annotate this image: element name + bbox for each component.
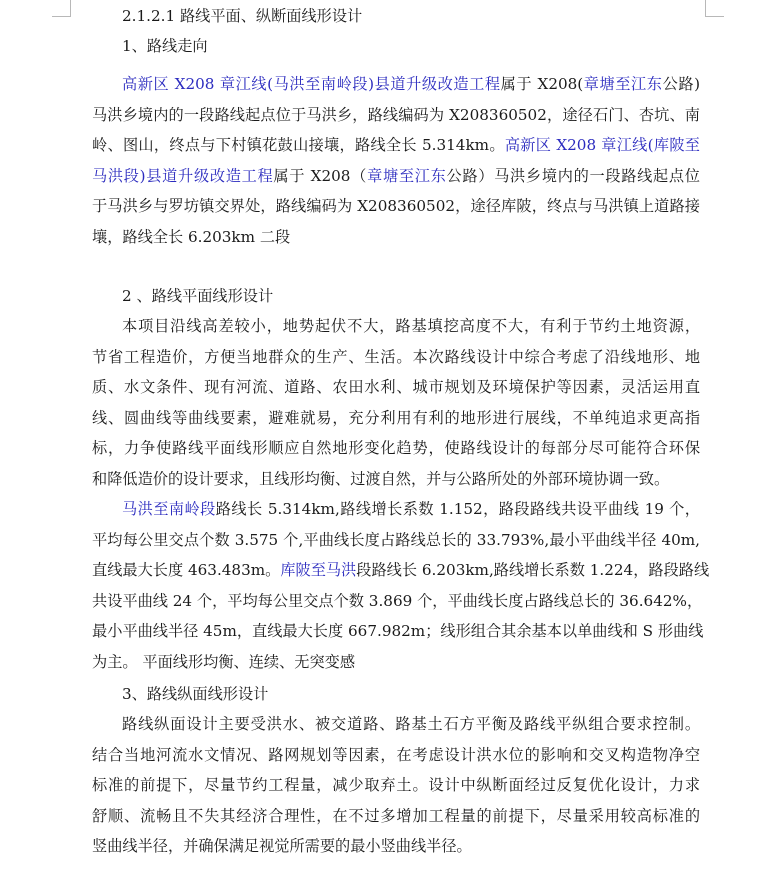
project-link-kubei-cont[interactable]: 马洪段)县道升级改造工程: [92, 166, 274, 185]
paragraph-line: 标准的前提下，尽量节约工程量，减少取弃土。设计中纵断面经过反复优化设计，力求: [92, 776, 700, 794]
project-link-kubei[interactable]: 高新区 X208 章江线(库陂至: [504, 136, 700, 154]
document-body: [92, 0, 710, 862]
segment-link-kubei-mahong[interactable]: 库陂至马洪: [280, 561, 357, 579]
paragraph-route-direction: [92, 69, 700, 252]
heading-route-direction: 1、路线走向: [122, 37, 208, 55]
paragraph-line: 节省工程造价，方便当地群众的生产、生活。本次路线设计中综合考虑了沿线地形、地: [92, 347, 700, 366]
paragraph-line: 平均每公里交点个数 3.575 个,平曲线长度占路线总长的 33.793%,最小平曲线半径 40m,: [92, 530, 700, 549]
paragraph-line: 质、水文条件、现有河流、道路、农田水利、城市规划及环境保护等因素，灵活运用直: [92, 378, 700, 396]
heading-2121: 2.1.2.1 路线平面、纵断面线形设计: [122, 7, 363, 25]
paragraph-line: 为主。 平面线形均衡、连续、无突变感: [92, 652, 356, 671]
paragraph-line: 直线最大长度 463.483m。库陂至马洪段路线长 6.203km,路线增长系数 1.224，路段路线: [92, 561, 710, 579]
paragraph-line: 路线纵面设计主要受洪水、被交道路、路基土石方平衡及路线平纵组合要求控制。: [122, 715, 700, 733]
paragraph-line: 马洪乡境内的一段路线起点位于马洪乡，路线编码为 X208360502，途径石门、杏坑、南: [92, 105, 700, 124]
heading-profile-alignment: 3、路线纵面线形设计: [122, 685, 269, 703]
paragraph-line: 共设平曲线 24 个，平均每公里交点个数 3.869 个，平曲线长度占路线总长的 36.642%，: [92, 591, 703, 610]
page-corner-mark-left: [52, 0, 71, 17]
paragraph-line: 最小平曲线半径 45m，直线最大长度 667.982m；线形组合其余基本以单曲线和 S 形曲线: [92, 622, 704, 640]
paragraph-line: 竖曲线半径，并确保满足视觉所需要的最小竖曲线半径。: [92, 837, 472, 855]
paragraph-line: 于马洪乡与罗坊镇交界处，路线编码为 X208360502，途径库陂，终点与马洪镇上道路接: [92, 197, 700, 215]
segment-link-mahong-nanling[interactable]: 马洪至南岭段: [122, 500, 216, 518]
paragraph-line: 马洪至南岭段路线长 5.314km,路线增长系数 1.152，路段路线共设平曲线 19 个，: [122, 500, 700, 518]
paragraph-line: 线、圆曲线等曲线要素，避难就易，充分利用有利的地形进行展线，不单纯追求更高指: [92, 408, 700, 427]
paragraph-line: 标，力争使路线平面线形顺应自然地形变化趋势，使路线设计的每部分尽可能符合环保: [92, 439, 700, 457]
paragraph-line: 岭、图山，终点与下村镇花鼓山接壤，路线全长 5.314km。高新区 X208 章江线(库陂至: [92, 136, 700, 154]
paragraph-line: 本项目沿线高差较小，地势起伏不大，路基填挖高度不大，有利于节约土地资源，: [122, 317, 700, 335]
paragraph-line: 高新区 X208 章江线(马洪至南岭段)县道升级改造工程属于 X208(章塘至江东公路): [122, 75, 700, 93]
project-link-nanling[interactable]: 高新区 X208 章江线(马洪至南岭段)县道升级改造工程: [122, 75, 501, 93]
paragraph-line: 结合当地河流水文情况、路网规划等因素，在考虑设计洪水位的影响和交叉构造物净空: [92, 745, 700, 764]
paragraph-line: 马洪段)县道升级改造工程属于 X208（章塘至江东公路）马洪乡境内的一段路线起点位: [92, 166, 700, 185]
heading-plane-alignment: 2 、路线平面线形设计: [122, 287, 274, 305]
paragraph-plane-alignment: [92, 311, 700, 494]
road-link-zhangtang[interactable]: 章塘至江东: [583, 75, 663, 93]
paragraph-segment-stats: [92, 494, 710, 677]
paragraph-profile-alignment: [92, 709, 700, 862]
paragraph-line: 舒顺、流畅且不失其经济合理性，在不过多增加工程量的前提下，尽量采用较高标准的: [92, 806, 700, 825]
paragraph-line: 壤，路线全长 6.203km 二段: [92, 227, 291, 246]
page-corner-mark-right: [705, 0, 724, 17]
paragraph-line: 和降低造价的设计要求，且线形均衡、过渡自然，并与公路所处的外部环境协调一致。: [92, 469, 670, 488]
road-link-zhangtang-2[interactable]: 章塘至江东: [367, 166, 447, 185]
